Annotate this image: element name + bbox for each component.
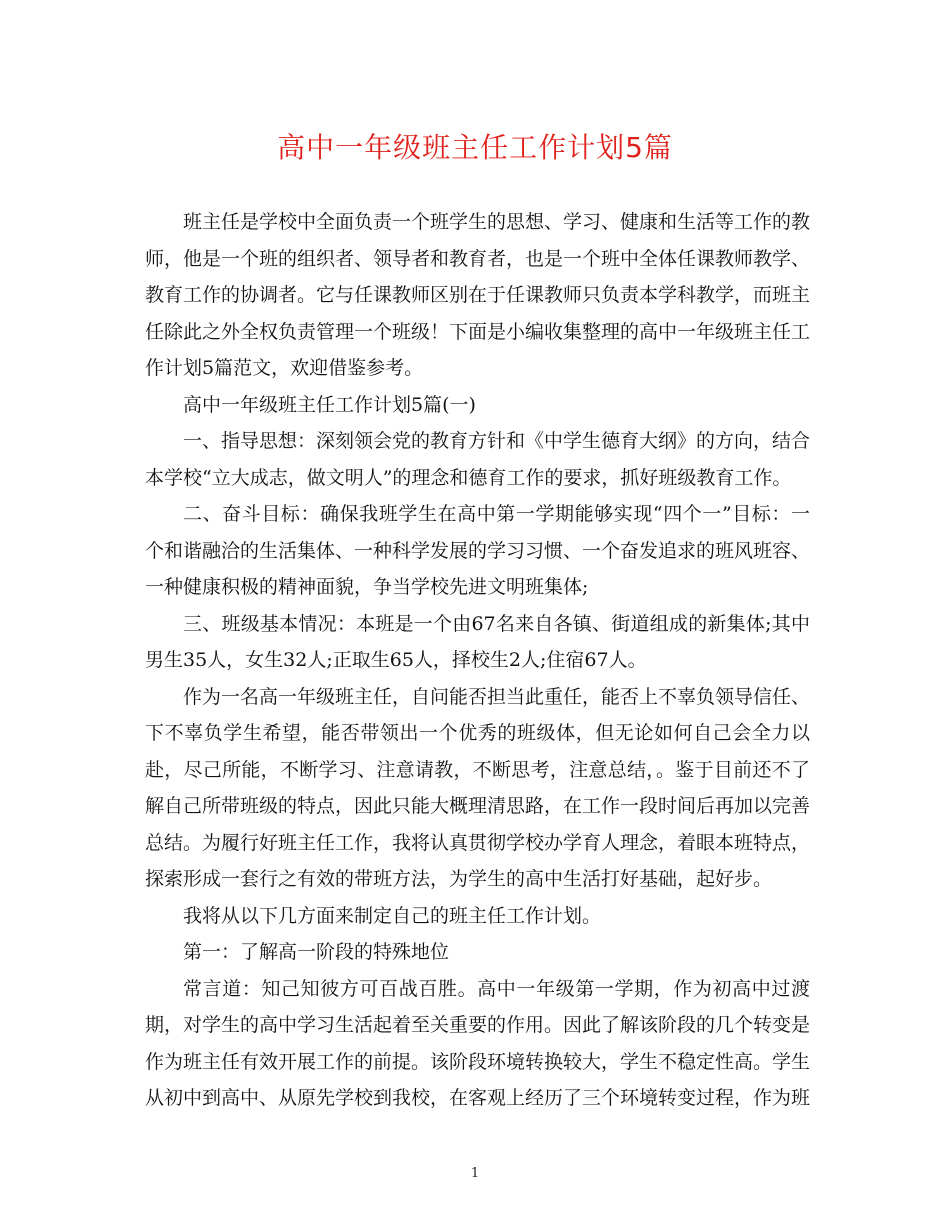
paragraph-first-point: 第一：了解高一阶段的特殊地位 [183,941,450,963]
paragraph-intro: 班主任是学校中全面负责一个班学生的思想、学习、健康和生活等工作的教师，他是一个班的组织者、领导者和教育者，也是一个班中全体任课教师教学、教育工作的协调者。它与任课教师区别在于任课教师只负责本学科教学，而班主任除此之外全权负责管理一个班级！下面是小编收集整理的高中一年级班主任工作计划5篇范文，欢迎借鉴参考。 [145,211,811,379]
paragraph-section-heading: 高中一年级班主任工作计划5篇(一) [183,393,476,416]
paragraph-self-reflection: 作为一名高一年级班主任，自问能否担当此重任，能否上不辜负领导信任、下不辜负学生希望，能否带领出一个优秀的班级体，但无论如何自己会全力以赴，尽己所能，不断学习、注意请教，不断思考，注意总结，。鉴于目前还不了解自己所带班级的特点，因此只能大概理清思路，在工作一段时间后再加以完善总结。为履行好班主任工作，我将认真贯彻学校办学育人理念，着眼本班特点，探索形成一套行之有效的带班方法，为学生的高中生活打好基础，起好步。 [145,685,811,890]
paragraph-class-info: 三、班级基本情况：本班是一个由67名来自各镇、街道组成的新集体;其中男生35人，女生32人;正取生65人，择校生2人;住宿67人。 [145,612,810,671]
paragraph-goals: 二、奋斗目标：确保我班学生在高中第一学期能够实现“四个一”目标：一个和谐融洽的生活集体、一种科学发展的学习习惯、一个奋发追求的班风班容、一种健康积极的精神面貌，争当学校先进文明班集体; [145,503,811,598]
page-number: 1 [470,1166,480,1181]
document-title: 高中一年级班主任工作计划5篇 [277,131,673,164]
paragraph-first-point-detail: 常言道：知己知彼方可百战百胜。高中一年级第一学期，作为初高中过渡期，对学生的高中学习生活起着至关重要的作用。因此了解该阶段的几个转变是作为班主任有效开展工作的前提。该阶段环境转换较大，学生不稳定性高。学生从初中到高中、从原先学校到我校，在客观上经历了三个环境转变过程，作为班 [145,977,811,1109]
document-body [145,204,810,1117]
paragraph-plan-intro: 我将从以下几方面来制定自己的班主任工作计划。 [183,904,602,927]
paragraph-guiding-ideology: 一、指导思想：深刻领会党的教育方针和《中学生德育大纲》的方向，结合本学校“立大成志，做文明人”的理念和德育工作的要求，抓好班级教育工作。 [145,430,811,489]
